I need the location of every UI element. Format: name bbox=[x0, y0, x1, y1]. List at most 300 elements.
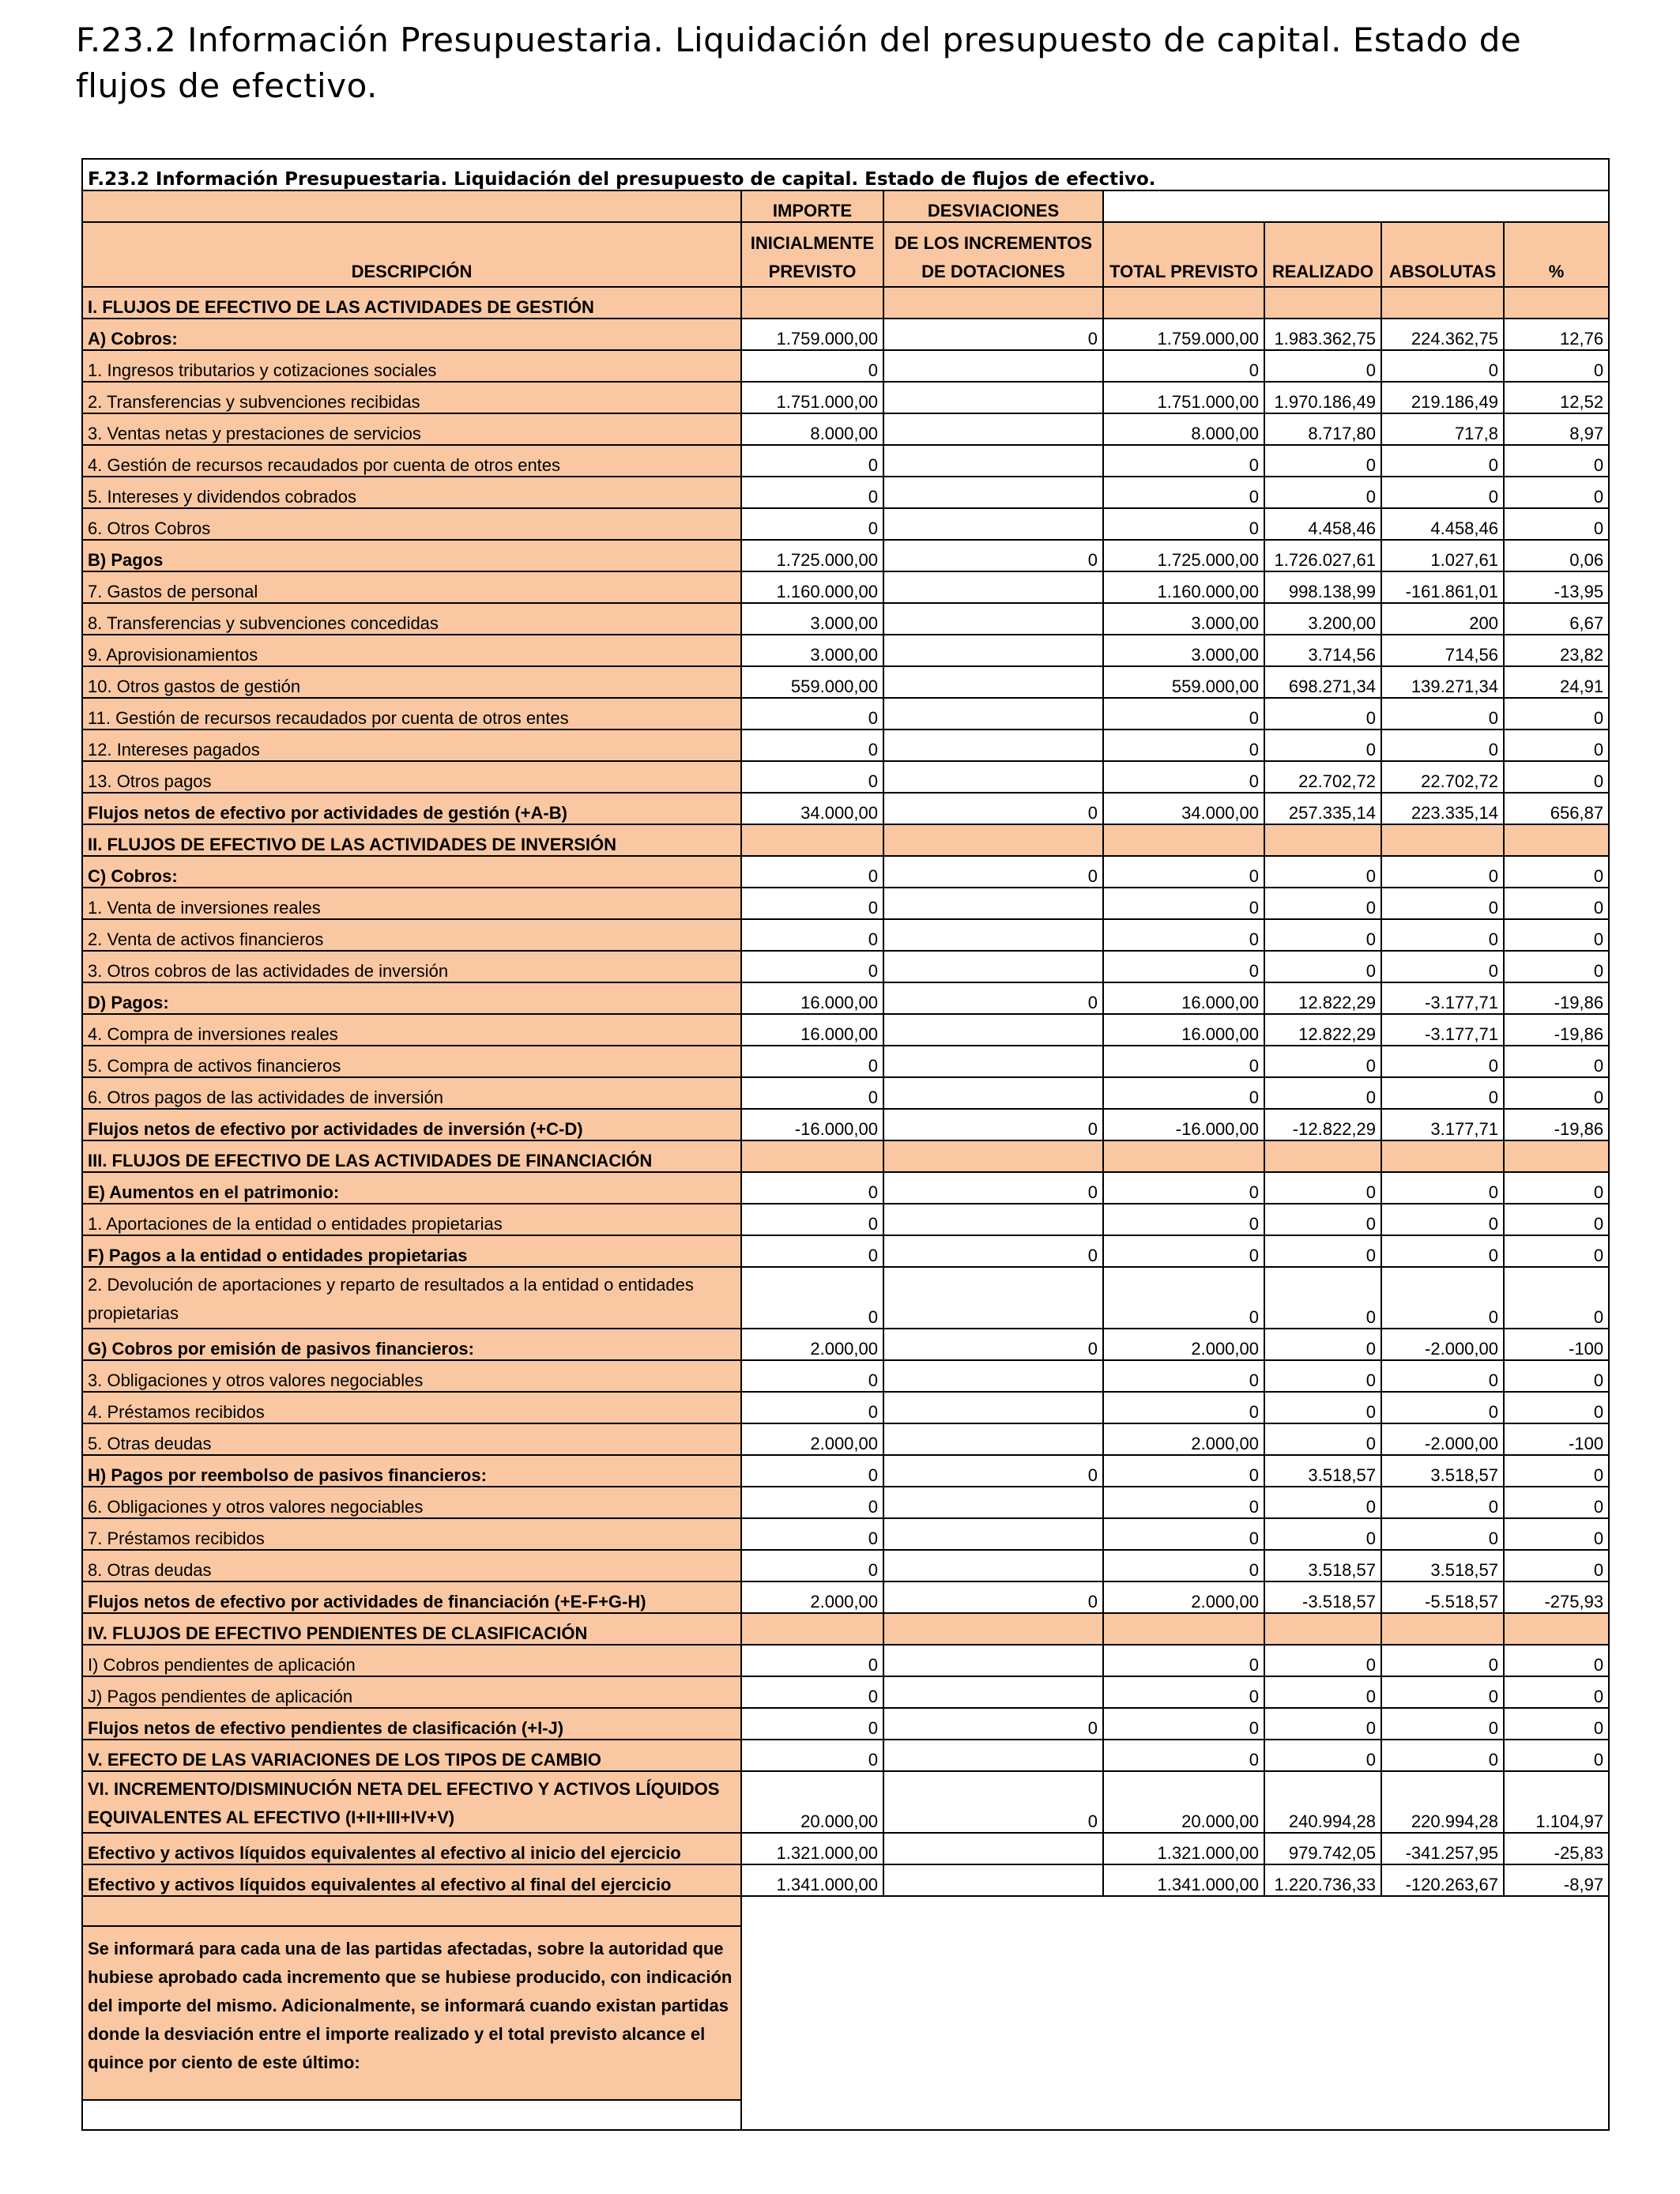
cell-inicialmente-previsto: 0 bbox=[741, 445, 883, 477]
cell-desviacion-porcentaje: 0 bbox=[1504, 856, 1609, 888]
cell-total-previsto: 1.160.000,00 bbox=[1103, 571, 1264, 603]
cell-incremento-dotaciones bbox=[883, 698, 1103, 729]
cell-inicialmente-previsto: 0 bbox=[741, 1267, 883, 1329]
cell-incremento-dotaciones bbox=[883, 508, 1103, 540]
cell-total-previsto: 0 bbox=[1103, 919, 1264, 951]
cell-desviacion-porcentaje: 0 bbox=[1504, 1046, 1609, 1077]
cell-incremento-dotaciones bbox=[883, 761, 1103, 793]
cell-desviacion-absoluta: 0 bbox=[1381, 477, 1504, 508]
row-description: 8. Otras deudas bbox=[82, 1550, 741, 1581]
cell-realizado bbox=[1264, 1140, 1381, 1172]
cell-inicialmente-previsto: 0 bbox=[741, 951, 883, 982]
cell-total-previsto: 0 bbox=[1103, 1455, 1264, 1487]
cell-desviacion-absoluta: 220.994,28 bbox=[1381, 1771, 1504, 1833]
cell-total-previsto: -16.000,00 bbox=[1103, 1109, 1264, 1140]
cell-incremento-dotaciones bbox=[883, 413, 1103, 445]
cell-realizado: 3.714,56 bbox=[1264, 635, 1381, 666]
cell-inicialmente-previsto bbox=[741, 1613, 883, 1645]
row-description: VI. INCREMENTO/DISMINUCIÓN NETA DEL EFECTIVO Y ACTIVOS LÍQUIDOS EQUIVALENTES AL EFECTIVO (I+II+III+IV+V) bbox=[82, 1771, 741, 1833]
cell-desviacion-porcentaje: 0 bbox=[1504, 1740, 1609, 1771]
cell-realizado: 0 bbox=[1264, 919, 1381, 951]
cell-inicialmente-previsto: 20.000,00 bbox=[741, 1771, 883, 1833]
cell-total-previsto: 0 bbox=[1103, 1645, 1264, 1676]
cell-total-previsto: 559.000,00 bbox=[1103, 666, 1264, 698]
cell-desviacion-porcentaje: -19,86 bbox=[1504, 982, 1609, 1014]
cell-inicialmente-previsto: 3.000,00 bbox=[741, 603, 883, 635]
cell-desviacion-porcentaje: 0 bbox=[1504, 1267, 1609, 1329]
cell-realizado: 0 bbox=[1264, 1676, 1381, 1708]
cell-realizado: 257.335,14 bbox=[1264, 793, 1381, 824]
cell-total-previsto: 34.000,00 bbox=[1103, 793, 1264, 824]
cell-incremento-dotaciones bbox=[883, 824, 1103, 856]
cell-realizado: 22.702,72 bbox=[1264, 761, 1381, 793]
cell-desviacion-porcentaje: 656,87 bbox=[1504, 793, 1609, 824]
table-row bbox=[82, 1077, 1609, 1109]
table-row bbox=[82, 1645, 1609, 1676]
table-row bbox=[82, 1329, 1609, 1360]
cell-total-previsto: 0 bbox=[1103, 729, 1264, 761]
row-description: 9. Aprovisionamientos bbox=[82, 635, 741, 666]
cell-total-previsto: 0 bbox=[1103, 1392, 1264, 1423]
cell-inicialmente-previsto: 0 bbox=[741, 1172, 883, 1204]
row-description: III. FLUJOS DE EFECTIVO DE LAS ACTIVIDADES DE FINANCIACIÓN bbox=[82, 1140, 741, 1172]
cell-desviacion-absoluta: 0 bbox=[1381, 698, 1504, 729]
section-row bbox=[82, 287, 1609, 319]
cell-realizado: 4.458,46 bbox=[1264, 508, 1381, 540]
cell-desviacion-absoluta: 0 bbox=[1381, 1708, 1504, 1740]
row-description: B) Pagos bbox=[82, 540, 741, 571]
cell-inicialmente-previsto: 1.341.000,00 bbox=[741, 1864, 883, 1896]
cell-total-previsto: 0 bbox=[1103, 1487, 1264, 1518]
cell-incremento-dotaciones bbox=[883, 1140, 1103, 1172]
cell-total-previsto: 1.341.000,00 bbox=[1103, 1864, 1264, 1896]
table-row bbox=[82, 1708, 1609, 1740]
cell-incremento-dotaciones: 0 bbox=[883, 856, 1103, 888]
table-row bbox=[82, 319, 1609, 350]
note-table bbox=[81, 1897, 1610, 2131]
table-row bbox=[82, 1235, 1609, 1267]
table-row bbox=[82, 382, 1609, 413]
cell-incremento-dotaciones: 0 bbox=[883, 1771, 1103, 1833]
table-row bbox=[82, 1360, 1609, 1392]
row-description: 6. Otros pagos de las actividades de inversión bbox=[82, 1077, 741, 1109]
table-row bbox=[82, 698, 1609, 729]
row-description: 7. Préstamos recibidos bbox=[82, 1518, 741, 1550]
cell-desviacion-absoluta: 0 bbox=[1381, 1077, 1504, 1109]
cell-desviacion-absoluta: 0 bbox=[1381, 445, 1504, 477]
row-description: 6. Obligaciones y otros valores negociables bbox=[82, 1487, 741, 1518]
cell-incremento-dotaciones bbox=[883, 1676, 1103, 1708]
row-description: G) Cobros por emisión de pasivos financieros: bbox=[82, 1329, 741, 1360]
cell-desviacion-porcentaje: 0 bbox=[1504, 445, 1609, 477]
cell-desviacion-absoluta: 0 bbox=[1381, 1487, 1504, 1518]
cell-desviacion-porcentaje: 8,97 bbox=[1504, 413, 1609, 445]
cell-desviacion-porcentaje: 12,52 bbox=[1504, 382, 1609, 413]
cell-incremento-dotaciones: 0 bbox=[883, 1329, 1103, 1360]
cell-incremento-dotaciones bbox=[883, 1204, 1103, 1235]
cell-inicialmente-previsto: 3.000,00 bbox=[741, 635, 883, 666]
table-row bbox=[82, 508, 1609, 540]
cell-desviacion-porcentaje: 0 bbox=[1504, 1518, 1609, 1550]
table-row bbox=[82, 603, 1609, 635]
row-description: 5. Otras deudas bbox=[82, 1423, 741, 1455]
cash-flow-table bbox=[81, 158, 1610, 1897]
cell-realizado: 1.726.027,61 bbox=[1264, 540, 1381, 571]
cell-desviacion-porcentaje: 0 bbox=[1504, 350, 1609, 382]
header-inicialmente-previsto: INICIALMENTE PREVISTO bbox=[741, 222, 883, 287]
cell-desviacion-absoluta: 200 bbox=[1381, 603, 1504, 635]
header-absolutas: ABSOLUTAS bbox=[1381, 222, 1504, 287]
cell-total-previsto: 1.321.000,00 bbox=[1103, 1833, 1264, 1864]
table-row bbox=[82, 666, 1609, 698]
row-description: II. FLUJOS DE EFECTIVO DE LAS ACTIVIDADES DE INVERSIÓN bbox=[82, 824, 741, 856]
cell-inicialmente-previsto: 0 bbox=[741, 1708, 883, 1740]
cell-desviacion-porcentaje: 0 bbox=[1504, 1077, 1609, 1109]
cell-desviacion-absoluta: 0 bbox=[1381, 856, 1504, 888]
cell-realizado: 0 bbox=[1264, 1267, 1381, 1329]
cell-incremento-dotaciones bbox=[883, 350, 1103, 382]
cell-realizado: 0 bbox=[1264, 856, 1381, 888]
note-spacer-cell bbox=[82, 1897, 741, 1926]
table-row bbox=[82, 761, 1609, 793]
cell-incremento-dotaciones bbox=[883, 1864, 1103, 1896]
table-row bbox=[82, 1204, 1609, 1235]
cell-incremento-dotaciones: 0 bbox=[883, 1708, 1103, 1740]
cell-inicialmente-previsto: 16.000,00 bbox=[741, 1014, 883, 1046]
row-description: 2. Devolución de aportaciones y reparto de resultados a la entidad o entidades propietarias bbox=[82, 1267, 741, 1329]
cell-incremento-dotaciones: 0 bbox=[883, 1455, 1103, 1487]
cell-realizado bbox=[1264, 287, 1381, 319]
cell-inicialmente-previsto: 2.000,00 bbox=[741, 1423, 883, 1455]
row-description: A) Cobros: bbox=[82, 319, 741, 350]
table-row bbox=[82, 1518, 1609, 1550]
header-importe: IMPORTE bbox=[741, 190, 883, 222]
cell-total-previsto: 0 bbox=[1103, 761, 1264, 793]
cell-incremento-dotaciones bbox=[883, 1740, 1103, 1771]
cell-inicialmente-previsto: 559.000,00 bbox=[741, 666, 883, 698]
cell-desviacion-porcentaje: 0 bbox=[1504, 1550, 1609, 1581]
table-row bbox=[82, 1581, 1609, 1613]
cell-realizado: 0 bbox=[1264, 1046, 1381, 1077]
cell-desviacion-absoluta bbox=[1381, 824, 1504, 856]
header-desviaciones: DESVIACIONES bbox=[883, 190, 1103, 222]
cell-incremento-dotaciones bbox=[883, 603, 1103, 635]
cell-total-previsto: 0 bbox=[1103, 1740, 1264, 1771]
row-description: 2. Venta de activos financieros bbox=[82, 919, 741, 951]
cell-incremento-dotaciones bbox=[883, 1046, 1103, 1077]
cell-inicialmente-previsto: 0 bbox=[741, 856, 883, 888]
table-row bbox=[82, 1046, 1609, 1077]
cell-total-previsto: 0 bbox=[1103, 1676, 1264, 1708]
cell-desviacion-porcentaje: -8,97 bbox=[1504, 1864, 1609, 1896]
cell-desviacion-porcentaje: 0 bbox=[1504, 1645, 1609, 1676]
cell-inicialmente-previsto: -16.000,00 bbox=[741, 1109, 883, 1140]
cell-incremento-dotaciones: 0 bbox=[883, 540, 1103, 571]
row-description: F) Pagos a la entidad o entidades propietarias bbox=[82, 1235, 741, 1267]
cell-desviacion-porcentaje: -19,86 bbox=[1504, 1014, 1609, 1046]
row-description: 5. Intereses y dividendos cobrados bbox=[82, 477, 741, 508]
cell-inicialmente-previsto: 0 bbox=[741, 1235, 883, 1267]
cell-realizado: 0 bbox=[1264, 350, 1381, 382]
cell-incremento-dotaciones bbox=[883, 1423, 1103, 1455]
cell-desviacion-porcentaje: -100 bbox=[1504, 1329, 1609, 1360]
cell-realizado: 3.518,57 bbox=[1264, 1550, 1381, 1581]
cell-inicialmente-previsto: 2.000,00 bbox=[741, 1581, 883, 1613]
cell-desviacion-porcentaje: 0 bbox=[1504, 729, 1609, 761]
cell-inicialmente-previsto: 0 bbox=[741, 888, 883, 919]
cell-desviacion-absoluta: 0 bbox=[1381, 729, 1504, 761]
cell-total-previsto: 1.725.000,00 bbox=[1103, 540, 1264, 571]
cell-total-previsto: 3.000,00 bbox=[1103, 603, 1264, 635]
table-row bbox=[82, 1423, 1609, 1455]
cell-desviacion-absoluta bbox=[1381, 287, 1504, 319]
cell-inicialmente-previsto: 1.725.000,00 bbox=[741, 540, 883, 571]
cell-inicialmente-previsto: 1.321.000,00 bbox=[741, 1833, 883, 1864]
table-row bbox=[82, 1550, 1609, 1581]
cell-realizado bbox=[1264, 1613, 1381, 1645]
cell-total-previsto: 0 bbox=[1103, 698, 1264, 729]
cell-total-previsto: 0 bbox=[1103, 1708, 1264, 1740]
row-description: 10. Otros gastos de gestión bbox=[82, 666, 741, 698]
cell-desviacion-porcentaje: 0 bbox=[1504, 1708, 1609, 1740]
cell-total-previsto: 0 bbox=[1103, 1235, 1264, 1267]
cell-incremento-dotaciones bbox=[883, 1360, 1103, 1392]
cell-incremento-dotaciones: 0 bbox=[883, 319, 1103, 350]
cell-inicialmente-previsto: 0 bbox=[741, 919, 883, 951]
table-row bbox=[82, 445, 1609, 477]
cell-realizado: 0 bbox=[1264, 1487, 1381, 1518]
cell-desviacion-absoluta: 224.362,75 bbox=[1381, 319, 1504, 350]
table-row bbox=[82, 919, 1609, 951]
cell-total-previsto: 0 bbox=[1103, 1518, 1264, 1550]
row-description: 7. Gastos de personal bbox=[82, 571, 741, 603]
cell-realizado: 0 bbox=[1264, 951, 1381, 982]
page-heading: F.23.2 Información Presupuestaria. Liquidación del presupuesto de capital. Estado de flujos de efectivo. bbox=[76, 21, 1522, 105]
cell-inicialmente-previsto: 1.751.000,00 bbox=[741, 382, 883, 413]
table-row bbox=[82, 1487, 1609, 1518]
row-description: 3. Obligaciones y otros valores negociables bbox=[82, 1360, 741, 1392]
section-row bbox=[82, 1613, 1609, 1645]
cell-incremento-dotaciones bbox=[883, 635, 1103, 666]
cell-realizado: -12.822,29 bbox=[1264, 1109, 1381, 1140]
cell-realizado: 0 bbox=[1264, 445, 1381, 477]
table-row bbox=[82, 1267, 1609, 1329]
cell-inicialmente-previsto: 0 bbox=[741, 1392, 883, 1423]
row-description: Efectivo y activos líquidos equivalentes al efectivo al inicio del ejercicio bbox=[82, 1833, 741, 1864]
cell-realizado: 0 bbox=[1264, 1360, 1381, 1392]
row-description: 1. Venta de inversiones reales bbox=[82, 888, 741, 919]
cell-inicialmente-previsto: 0 bbox=[741, 1518, 883, 1550]
header-total-previsto: TOTAL PREVISTO bbox=[1103, 222, 1264, 287]
row-description: 1. Aportaciones de la entidad o entidades propietarias bbox=[82, 1204, 741, 1235]
cell-desviacion-porcentaje: 12,76 bbox=[1504, 319, 1609, 350]
cell-realizado: 0 bbox=[1264, 1518, 1381, 1550]
row-description: Flujos netos de efectivo por actividades de financiación (+E-F+G-H) bbox=[82, 1581, 741, 1613]
cell-total-previsto: 0 bbox=[1103, 350, 1264, 382]
section-row bbox=[82, 1140, 1609, 1172]
cell-incremento-dotaciones bbox=[883, 477, 1103, 508]
cell-realizado: -3.518,57 bbox=[1264, 1581, 1381, 1613]
row-description: 3. Otros cobros de las actividades de inversión bbox=[82, 951, 741, 982]
cell-desviacion-absoluta: 139.271,34 bbox=[1381, 666, 1504, 698]
cell-incremento-dotaciones bbox=[883, 1014, 1103, 1046]
cell-desviacion-porcentaje: 0 bbox=[1504, 508, 1609, 540]
cell-incremento-dotaciones bbox=[883, 1645, 1103, 1676]
header-descripcion: DESCRIPCIÓN bbox=[82, 222, 741, 287]
cell-total-previsto: 0 bbox=[1103, 951, 1264, 982]
cell-total-previsto: 2.000,00 bbox=[1103, 1581, 1264, 1613]
cell-inicialmente-previsto: 16.000,00 bbox=[741, 982, 883, 1014]
cell-realizado: 0 bbox=[1264, 698, 1381, 729]
row-description: I. FLUJOS DE EFECTIVO DE LAS ACTIVIDADES DE GESTIÓN bbox=[82, 287, 741, 319]
cell-realizado: 0 bbox=[1264, 1329, 1381, 1360]
table-row bbox=[82, 350, 1609, 382]
cell-total-previsto: 1.759.000,00 bbox=[1103, 319, 1264, 350]
cell-desviacion-absoluta: 3.177,71 bbox=[1381, 1109, 1504, 1140]
row-description: V. EFECTO DE LAS VARIACIONES DE LOS TIPOS DE CAMBIO bbox=[82, 1740, 741, 1771]
cell-realizado bbox=[1264, 824, 1381, 856]
cell-realizado: 0 bbox=[1264, 1204, 1381, 1235]
cell-desviacion-porcentaje: 24,91 bbox=[1504, 666, 1609, 698]
table-row bbox=[82, 1014, 1609, 1046]
cell-desviacion-absoluta: 0 bbox=[1381, 1360, 1504, 1392]
cell-inicialmente-previsto: 0 bbox=[741, 1077, 883, 1109]
cell-inicialmente-previsto bbox=[741, 824, 883, 856]
cell-inicialmente-previsto: 0 bbox=[741, 1455, 883, 1487]
cell-desviacion-porcentaje: 0 bbox=[1504, 698, 1609, 729]
cell-inicialmente-previsto: 0 bbox=[741, 761, 883, 793]
cell-incremento-dotaciones bbox=[883, 888, 1103, 919]
cell-desviacion-absoluta: 223.335,14 bbox=[1381, 793, 1504, 824]
cell-desviacion-porcentaje: -275,93 bbox=[1504, 1581, 1609, 1613]
cell-realizado: 979.742,05 bbox=[1264, 1833, 1381, 1864]
cell-realizado: 0 bbox=[1264, 1172, 1381, 1204]
cell-incremento-dotaciones bbox=[883, 571, 1103, 603]
cell-desviacion-absoluta: 0 bbox=[1381, 1645, 1504, 1676]
cell-inicialmente-previsto: 0 bbox=[741, 1645, 883, 1676]
row-description: D) Pagos: bbox=[82, 982, 741, 1014]
cell-total-previsto: 0 bbox=[1103, 888, 1264, 919]
cell-desviacion-absoluta: 0 bbox=[1381, 888, 1504, 919]
cell-desviacion-absoluta: -341.257,95 bbox=[1381, 1833, 1504, 1864]
cell-desviacion-absoluta: 0 bbox=[1381, 1676, 1504, 1708]
cell-total-previsto: 8.000,00 bbox=[1103, 413, 1264, 445]
cell-incremento-dotaciones bbox=[883, 1550, 1103, 1581]
cell-desviacion-absoluta: 0 bbox=[1381, 1172, 1504, 1204]
cell-realizado: 0 bbox=[1264, 477, 1381, 508]
table-row bbox=[82, 1833, 1609, 1864]
cell-desviacion-absoluta: -3.177,71 bbox=[1381, 1014, 1504, 1046]
cell-desviacion-porcentaje: 0 bbox=[1504, 951, 1609, 982]
cell-desviacion-absoluta: 219.186,49 bbox=[1381, 382, 1504, 413]
cell-inicialmente-previsto: 0 bbox=[741, 1740, 883, 1771]
cell-desviacion-absoluta: 0 bbox=[1381, 1046, 1504, 1077]
cell-desviacion-porcentaje bbox=[1504, 287, 1609, 319]
table-row bbox=[82, 888, 1609, 919]
cell-inicialmente-previsto: 0 bbox=[741, 698, 883, 729]
cell-desviacion-porcentaje: 0 bbox=[1504, 761, 1609, 793]
cell-realizado: 0 bbox=[1264, 1645, 1381, 1676]
section-row bbox=[82, 824, 1609, 856]
cell-realizado: 3.518,57 bbox=[1264, 1455, 1381, 1487]
cell-desviacion-porcentaje: 0 bbox=[1504, 1392, 1609, 1423]
cell-inicialmente-previsto: 0 bbox=[741, 1204, 883, 1235]
header-realizado: REALIZADO bbox=[1264, 222, 1381, 287]
cell-desviacion-porcentaje: 0 bbox=[1504, 919, 1609, 951]
cell-desviacion-absoluta: 0 bbox=[1381, 951, 1504, 982]
table-row bbox=[82, 982, 1609, 1014]
cell-inicialmente-previsto: 34.000,00 bbox=[741, 793, 883, 824]
table-row bbox=[82, 1109, 1609, 1140]
row-description: 4. Gestión de recursos recaudados por cuenta de otros entes bbox=[82, 445, 741, 477]
cell-desviacion-absoluta: 0 bbox=[1381, 1740, 1504, 1771]
cell-desviacion-porcentaje: 0 bbox=[1504, 1172, 1609, 1204]
cell-desviacion-porcentaje: 0 bbox=[1504, 1235, 1609, 1267]
cell-total-previsto: 2.000,00 bbox=[1103, 1329, 1264, 1360]
cell-incremento-dotaciones: 0 bbox=[883, 982, 1103, 1014]
note-empty-cell bbox=[82, 2100, 741, 2130]
authority-note: Se informará para cada una de las partidas afectadas, sobre la autoridad que hubiese aprobado cada incremento que se hubiese producido, con indicación del importe del mismo. Adicionalmente, se informará cuando existan partidas donde la desviación entre el importe realizado y el total previsto alcance el quince por ciento de este último: bbox=[82, 1926, 741, 2100]
cell-desviacion-porcentaje: 0 bbox=[1504, 1360, 1609, 1392]
cell-desviacion-porcentaje: 0 bbox=[1504, 477, 1609, 508]
row-description: Flujos netos de efectivo por actividades de inversión (+C-D) bbox=[82, 1109, 741, 1140]
cell-inicialmente-previsto: 1.160.000,00 bbox=[741, 571, 883, 603]
cell-inicialmente-previsto: 0 bbox=[741, 508, 883, 540]
cell-desviacion-absoluta: -3.177,71 bbox=[1381, 982, 1504, 1014]
cell-desviacion-porcentaje: -19,86 bbox=[1504, 1109, 1609, 1140]
cell-realizado: 3.200,00 bbox=[1264, 603, 1381, 635]
cell-realizado: 12.822,29 bbox=[1264, 1014, 1381, 1046]
cell-realizado: 8.717,80 bbox=[1264, 413, 1381, 445]
row-description: IV. FLUJOS DE EFECTIVO PENDIENTES DE CLASIFICACIÓN bbox=[82, 1613, 741, 1645]
cell-desviacion-absoluta: 717,8 bbox=[1381, 413, 1504, 445]
cell-inicialmente-previsto: 1.759.000,00 bbox=[741, 319, 883, 350]
cell-incremento-dotaciones: 0 bbox=[883, 1235, 1103, 1267]
cell-realizado: 1.970.186,49 bbox=[1264, 382, 1381, 413]
table-row bbox=[82, 477, 1609, 508]
cell-total-previsto: 0 bbox=[1103, 1550, 1264, 1581]
cell-inicialmente-previsto: 0 bbox=[741, 477, 883, 508]
row-description: 5. Compra de activos financieros bbox=[82, 1046, 741, 1077]
cell-total-previsto bbox=[1103, 824, 1264, 856]
row-description: 2. Transferencias y subvenciones recibidas bbox=[82, 382, 741, 413]
row-description: 8. Transferencias y subvenciones concedidas bbox=[82, 603, 741, 635]
cell-realizado: 240.994,28 bbox=[1264, 1771, 1381, 1833]
cell-total-previsto: 1.751.000,00 bbox=[1103, 382, 1264, 413]
cell-total-previsto: 0 bbox=[1103, 1172, 1264, 1204]
cell-desviacion-porcentaje: -13,95 bbox=[1504, 571, 1609, 603]
cell-desviacion-porcentaje bbox=[1504, 1613, 1609, 1645]
table-row bbox=[82, 1172, 1609, 1204]
cell-realizado: 0 bbox=[1264, 729, 1381, 761]
cell-desviacion-absoluta: 22.702,72 bbox=[1381, 761, 1504, 793]
row-description: 1. Ingresos tributarios y cotizaciones sociales bbox=[82, 350, 741, 382]
cell-incremento-dotaciones bbox=[883, 1613, 1103, 1645]
cell-total-previsto bbox=[1103, 287, 1264, 319]
cell-inicialmente-previsto: 0 bbox=[741, 1676, 883, 1708]
cell-total-previsto: 16.000,00 bbox=[1103, 982, 1264, 1014]
cell-total-previsto bbox=[1103, 1613, 1264, 1645]
row-description: I) Cobros pendientes de aplicación bbox=[82, 1645, 741, 1676]
cell-desviacion-absoluta: 0 bbox=[1381, 1392, 1504, 1423]
row-description: 6. Otros Cobros bbox=[82, 508, 741, 540]
header-incrementos: DE LOS INCREMENTOS DE DOTACIONES bbox=[883, 222, 1103, 287]
cell-desviacion-absoluta: -2.000,00 bbox=[1381, 1423, 1504, 1455]
table-row bbox=[82, 1455, 1609, 1487]
cell-incremento-dotaciones bbox=[883, 1267, 1103, 1329]
cell-realizado: 0 bbox=[1264, 1077, 1381, 1109]
cell-incremento-dotaciones bbox=[883, 287, 1103, 319]
